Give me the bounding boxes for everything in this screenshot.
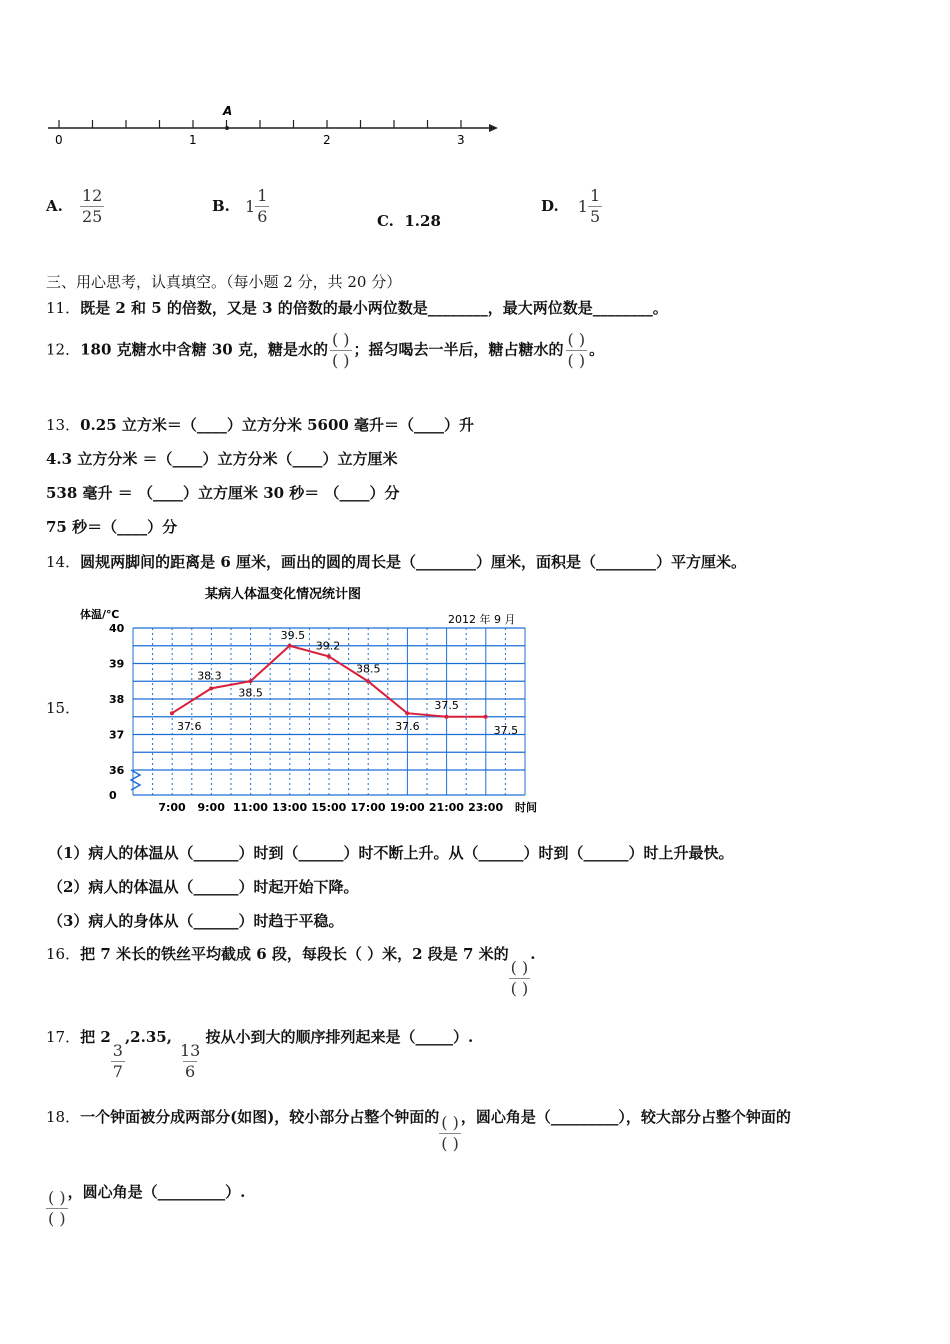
question-12 xyxy=(46,330,604,371)
data-label: 37.6 xyxy=(177,720,202,734)
q12-frac1-den[interactable]: ( ) xyxy=(331,351,350,370)
q15-number: 15． xyxy=(46,699,81,717)
question-16 xyxy=(46,944,535,999)
section-title: 三、用心思考，认真填空。（每小题 2 分，共 20 分） xyxy=(46,273,402,291)
data-point xyxy=(444,715,448,719)
q12-frac1-num[interactable]: ( ) xyxy=(331,330,350,349)
question-11 xyxy=(46,297,668,318)
data-point xyxy=(484,715,488,719)
q18-frac1-num[interactable]: ( ) xyxy=(441,1113,459,1132)
q12-fraction-2[interactable] xyxy=(566,330,588,371)
q13-number: 13． xyxy=(46,416,81,434)
x-tick-label: 15:00 xyxy=(311,801,347,814)
x-tick-label: 13:00 xyxy=(272,801,308,814)
q12-number: 12． xyxy=(46,340,81,359)
option-b-den: 6 xyxy=(257,207,268,226)
option-b-letter: B. xyxy=(212,197,230,215)
option-b-whole: 1 xyxy=(245,197,256,216)
option-a[interactable] xyxy=(46,186,104,227)
q12-fraction-1[interactable] xyxy=(330,330,352,371)
data-point xyxy=(288,644,292,648)
point-a-label: A xyxy=(223,104,233,118)
data-label: 37.5 xyxy=(434,698,459,712)
question-13-line2: 4.3 立方分米 ＝（____）立方分米（____）立方厘米 xyxy=(46,450,398,468)
q18-frac1-den[interactable]: ( ) xyxy=(441,1134,459,1153)
q12-part2: ；摇匀喝去一半后，糖占糖水的 xyxy=(353,340,564,359)
q17-pre: 把 2 xyxy=(80,1028,111,1046)
option-b-fraction xyxy=(255,186,269,227)
chart-title: 某病人体温变化情况统计图 xyxy=(205,587,362,602)
point-a xyxy=(225,126,229,130)
y-tick-label: 39 xyxy=(109,657,125,671)
q11-text: 既是 2 和 5 的倍数，又是 3 的倍数的最小两位数是________，最大两位数是________。 xyxy=(80,299,668,317)
y-tick-label: 0 xyxy=(109,789,117,802)
question-13-line3: 538 毫升 ＝ （____）立方厘米 30 秒＝ （____）分 xyxy=(46,484,400,502)
option-a-den: 25 xyxy=(81,207,103,226)
number-line xyxy=(40,95,510,155)
q18-frac2-den[interactable]: ( ) xyxy=(48,1209,66,1228)
x-tick-label: 21:00 xyxy=(428,801,464,814)
q18-text3: ，圆心角是（_________）. xyxy=(67,1183,246,1201)
data-point xyxy=(366,679,370,683)
q12-part3: 。 xyxy=(589,340,605,359)
option-d-fraction xyxy=(588,186,602,227)
tick-label-0: 0 xyxy=(55,133,63,147)
q17-fraction-2 xyxy=(180,1041,200,1082)
chart-date: 2012 年 9 月 xyxy=(448,613,516,626)
q18-number: 18． xyxy=(46,1108,81,1126)
option-c-letter: C. xyxy=(377,212,394,230)
x-tick-label: 11:00 xyxy=(232,801,268,814)
q16-number: 16． xyxy=(46,945,81,963)
q15-sub1: （1）病人的体温从（______）时到（______）时不断上升。从（______）时到（______）时上升最快。 xyxy=(48,844,734,862)
option-d-letter: D. xyxy=(541,197,559,215)
chart-y-label: 体温/℃ xyxy=(80,608,120,621)
question-13-line1 xyxy=(46,414,474,435)
q15-sub2: （2）病人的体温从（______）时起开始下降。 xyxy=(48,878,359,896)
data-point xyxy=(170,711,174,715)
q17-frac2-den: 6 xyxy=(185,1062,196,1081)
data-label: 38.3 xyxy=(197,669,222,683)
y-tick-label: 36 xyxy=(109,764,125,777)
y-tick-label: 37 xyxy=(109,728,125,742)
q12-frac2-den[interactable]: ( ) xyxy=(567,351,586,370)
temperature-chart xyxy=(78,580,548,820)
option-d[interactable] xyxy=(541,186,602,227)
q17-frac2-num: 13 xyxy=(179,1041,201,1060)
chart-x-label: 时间 xyxy=(515,801,537,814)
y-tick-label: 40 xyxy=(109,622,125,635)
q18-frac2-num[interactable]: ( ) xyxy=(48,1188,66,1207)
option-a-num: 12 xyxy=(81,186,103,205)
q16-frac-den[interactable]: ( ) xyxy=(510,979,529,998)
y-tick-label: 38 xyxy=(109,693,125,706)
data-label: 39.5 xyxy=(280,628,306,642)
option-c[interactable] xyxy=(377,212,441,230)
q17-frac1-num: 3 xyxy=(112,1041,123,1060)
q17-fraction-1 xyxy=(111,1041,125,1082)
data-label: 39.2 xyxy=(315,639,341,653)
x-tick-label: 7:00 xyxy=(158,801,186,814)
data-point xyxy=(209,686,213,690)
q17-post: 按从小到大的顺序排列起来是（_____）. xyxy=(200,1028,474,1046)
x-tick-label: 19:00 xyxy=(389,801,425,814)
tick-label-3: 3 xyxy=(457,133,465,147)
x-tick-label: 9:00 xyxy=(197,801,225,814)
q18-text1: 一个钟面被分成两部分(如图)，较小部分占整个钟面的 xyxy=(80,1108,440,1126)
tick-label-2: 2 xyxy=(323,133,331,147)
q13-line1-text: 0.25 立方米＝（____）立方分米 5600 毫升＝（____）升 xyxy=(80,416,475,434)
q17-frac1-den: 7 xyxy=(112,1062,123,1081)
data-label: 38.5 xyxy=(356,662,381,676)
q18-fraction-1[interactable] xyxy=(439,1113,461,1154)
q14-text: 圆规两脚间的距离是 6 厘米，画出的圆的周长是（________）厘米，面积是（________）平方厘米。 xyxy=(80,553,746,571)
q17-mid: ,2.35, xyxy=(124,1028,172,1046)
option-a-fraction xyxy=(80,186,104,227)
q16-end: . xyxy=(530,945,536,963)
data-point xyxy=(248,679,252,683)
axis-break-mark xyxy=(131,770,140,790)
option-a-letter: A. xyxy=(46,197,63,215)
q11-number: 11． xyxy=(46,299,81,317)
option-b[interactable] xyxy=(212,186,269,227)
option-d-den: 5 xyxy=(589,207,601,226)
q16-frac-num[interactable]: ( ) xyxy=(510,958,529,977)
q17-number: 17． xyxy=(46,1028,81,1046)
q18-fraction-2[interactable] xyxy=(46,1188,68,1229)
data-point xyxy=(327,654,331,658)
option-d-num: 1 xyxy=(589,186,601,205)
question-18 xyxy=(46,1107,791,1154)
question-18-line2 xyxy=(46,1182,245,1229)
q16-text: 把 7 米长的铁丝平均截成 6 段，每段长（ ）米，2 段是 7 米的 xyxy=(80,945,509,963)
question-14 xyxy=(46,551,746,572)
data-point xyxy=(405,711,409,715)
data-label: 37.6 xyxy=(395,720,420,734)
x-tick-label: 23:00 xyxy=(468,801,504,814)
option-c-value: 1.28 xyxy=(404,212,441,230)
q18-text2: ，圆心角是（_________），较大部分占整个钟面的 xyxy=(460,1108,791,1126)
q15-sub3: （3）病人的身体从（______）时趋于平稳。 xyxy=(48,912,344,930)
q16-fraction[interactable] xyxy=(509,958,531,999)
question-17 xyxy=(46,1027,473,1082)
data-label: 38.5 xyxy=(238,686,263,700)
option-b-num: 1 xyxy=(257,186,268,205)
q12-part1: 180 克糖水中含糖 30 克，糖是水的 xyxy=(80,340,328,359)
question-13-line4: 75 秒＝（____）分 xyxy=(46,518,178,536)
tick-label-1: 1 xyxy=(189,133,197,147)
q14-number: 14． xyxy=(46,553,81,571)
q12-frac2-num[interactable]: ( ) xyxy=(567,330,586,349)
option-d-whole: 1 xyxy=(577,197,588,216)
x-tick-label: 17:00 xyxy=(350,801,386,814)
data-label: 37.5 xyxy=(493,723,519,737)
